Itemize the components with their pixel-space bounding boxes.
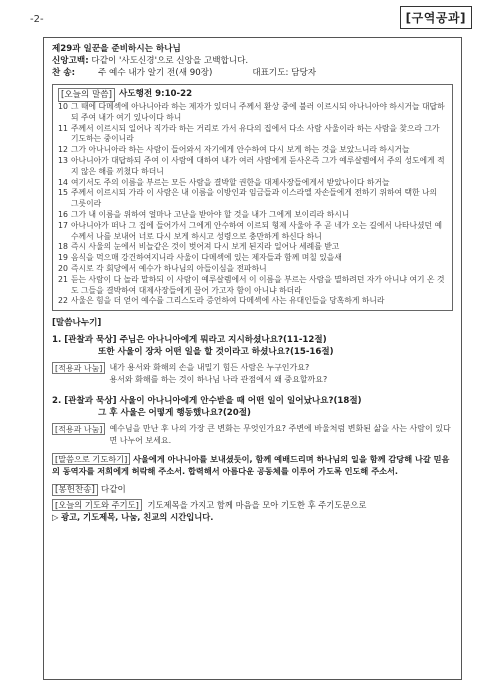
verse-number: 14 xyxy=(58,177,68,187)
application-2 xyxy=(52,423,453,446)
a1-line: 용서와 화해를 하는 것이 하나님 나라 관점에서 왜 중요할까요? xyxy=(109,374,328,384)
prayer-text: 대표기도: 담당자 xyxy=(252,68,317,78)
week-tag: [오늘의 기도와 주기도] xyxy=(52,499,142,511)
verse-text: 아나니아가 대답하되 주여 이 사람에 대하여 내가 여러 사람에게 듣사온즉 그가 예루살렘에서 주의 성도에게 적지 않은 해를 끼쳤다 하더니 xyxy=(71,155,445,176)
verse-number: 13 xyxy=(58,155,68,165)
verse-number: 12 xyxy=(58,145,68,155)
closing-prayer xyxy=(52,454,453,478)
a1-tag: [적용과 나눔] xyxy=(52,362,105,374)
verse-list xyxy=(58,102,447,307)
offering-line xyxy=(52,484,453,496)
verse-number: 15 xyxy=(58,188,68,198)
verse-row xyxy=(58,275,447,297)
verse-text: 그가 내 이름을 위하여 얼마나 고난을 받아야 할 것을 내가 그에게 보이리라 하시니 xyxy=(71,209,350,219)
creed-line xyxy=(52,55,453,67)
offering-text: 다같이 xyxy=(100,484,126,495)
section-tag: [구역공과] xyxy=(400,6,472,29)
verse-row xyxy=(58,178,447,189)
verse-text: 주께서 이르시되 일어나 직가라 하는 거리로 가서 유다의 집에서 다소 사람 사울이라 하는 사람을 찾으라 그가 기도하는 중이니라 xyxy=(71,123,440,144)
verse-text: 아나니아가 떠나 그 집에 들어가서 그에게 안수하여 이르되 형제 사울아 주 곧 네가 오는 길에서 나타나셨던 예수께서 나를 보내어 너로 다시 보게 하시고 성령으로 충만하게 하신다 하니 xyxy=(71,220,443,241)
verse-text: 즉시로 각 회당에서 예수가 하나님의 아들이심을 전파하니 xyxy=(71,263,267,273)
verse-row xyxy=(58,242,447,253)
hymn-text: 주 예수 내가 알기 전(새 90장) xyxy=(98,68,213,78)
verse-number: 20 xyxy=(58,263,68,273)
closing-text: 사울에게 아나니아를 보내셨듯이, 함께 예배드리며 하나님의 일을 함께 감당해 나갈 믿음의 동역자를 저희에게 허락해 주소서. 합력해서 아름다운 공동체를 이루어 가도록 인도해 주소서. xyxy=(52,454,450,476)
a2-tag: [적용과 나눔] xyxy=(52,423,105,435)
q1-prefix: 1. [관찰과 묵상] xyxy=(52,335,117,346)
q2-text: 사울이 아나니아에게 안수받을 때 어떤 일이 일어났나요?(18절) xyxy=(116,396,362,407)
prayer-line xyxy=(52,499,453,523)
verse-row xyxy=(58,102,447,124)
verse-text: 즉시 사울의 눈에서 비늘같은 것이 벗어져 다시 보게 된지라 일어나 세례를 받고 xyxy=(71,242,340,252)
week-text: 기도제목을 가지고 함께 마음을 모아 기도한 후 주기도문으로 xyxy=(144,499,367,510)
hymn-line xyxy=(52,67,453,79)
creed-label: 신앙고백: xyxy=(52,56,89,66)
verse-text: 그가 아나니아라 하는 사람이 들어와서 자기에게 안수하여 다시 보게 하는 것을 보았느니라 하시거늘 xyxy=(71,145,410,155)
verse-row xyxy=(58,264,447,275)
question-1 xyxy=(52,334,453,358)
offering-tag: [봉헌찬송] xyxy=(52,484,98,496)
verse-text: 주께서 이르시되 가라 이 사람은 내 이름을 이방인과 임금들과 이스라엘 자손들에게 전하기 위하여 택한 나의 그릇이라 xyxy=(71,188,438,209)
closing-tag: [말씀으로 기도하기] xyxy=(52,453,130,465)
a2-line: 예수님을 만난 후 나의 가장 큰 변화는 무엇인가요? 주변에 바울처럼 변화된 삶을 사는 사람이 있다면 나누어 보세요. xyxy=(109,424,451,445)
verse-row xyxy=(58,145,447,156)
verse-number: 17 xyxy=(58,220,68,230)
verse-text: 그 때에 다메섹에 아나니아라 하는 제자가 있더니 주께서 환상 중에 불러 이르시되 아나니아야 하시거늘 대답하되 주여 내가 여기 있나이다 하니 xyxy=(71,102,445,122)
discussion-heading: [말씀나누기] xyxy=(52,318,102,329)
q1-sub: 또한 사울이 장차 어떤 일을 할 것이라고 하셨나요?(15-16절) xyxy=(98,347,334,358)
verse-number: 11 xyxy=(58,123,68,133)
verse-number: 18 xyxy=(58,242,68,252)
scripture-box xyxy=(52,84,453,311)
verse-row xyxy=(58,253,447,264)
q1-text: 주님은 아나니아에게 뭐라고 지시하셨나요?(11-12절) xyxy=(116,335,327,346)
verse-row xyxy=(58,188,447,210)
verse-number: 10 xyxy=(58,102,68,111)
verse-row xyxy=(58,210,447,221)
scripture-tag: [오늘의 말씀] xyxy=(58,88,115,102)
application-1 xyxy=(52,362,453,385)
arrow-icon: ▷ xyxy=(52,511,59,522)
verse-row xyxy=(58,156,447,178)
week-note: 광고, 기도제목, 나눔, 친교의 시간입니다. xyxy=(61,511,214,522)
creed-text: 다같이 '사도신경'으로 신앙을 고백합니다. xyxy=(88,56,249,66)
q2-sub: 그 후 사울은 어떻게 행동했나요?(20절) xyxy=(98,408,251,419)
lesson-sheet xyxy=(43,37,462,680)
verse-number: 21 xyxy=(58,274,68,284)
hymn-label: 찬 송: xyxy=(52,68,76,78)
verse-text: 사울은 힘을 더 얻어 예수를 그리스도라 증언하여 다메섹에 사는 유대인들을 당혹하게 하니라 xyxy=(71,296,385,306)
verse-row xyxy=(58,124,447,146)
page-number: -2- xyxy=(30,14,44,25)
scripture-reference: 사도행전 9:10-22 xyxy=(118,89,193,99)
verse-number: 16 xyxy=(58,209,68,219)
verse-text: 음식을 먹으매 강건하여지니라 사울이 다메섹에 있는 제자들과 함께 며칠 있을새 xyxy=(71,253,342,263)
question-2 xyxy=(52,395,453,419)
verse-text: 듣는 사람이 다 놀라 말하되 이 사람이 예루살렘에서 이 이름을 부르는 사람을 멸하려던 자가 아니냐 여기 온 것도 그들을 결박하여 대제사장들에게 끌어 가고자 함이 아니냐 하더라 xyxy=(71,274,445,295)
q2-prefix: 2. [관찰과 묵상] xyxy=(52,396,117,407)
verse-number: 22 xyxy=(58,296,68,306)
a1-line: 내가 용서와 화해의 손을 내밀기 힘든 사람은 누구인가요? xyxy=(109,363,310,373)
verse-text: 여기서도 주의 이름을 부르는 모든 사람을 결박할 권한을 대제사장들에게서 받았나이다 하거늘 xyxy=(71,177,390,187)
scripture-heading xyxy=(58,88,447,102)
verse-row xyxy=(58,296,447,307)
verse-row xyxy=(58,221,447,243)
lesson-title: 제29과 일꾼을 준비하시는 하나님 xyxy=(52,44,181,54)
verse-number: 19 xyxy=(58,253,68,263)
